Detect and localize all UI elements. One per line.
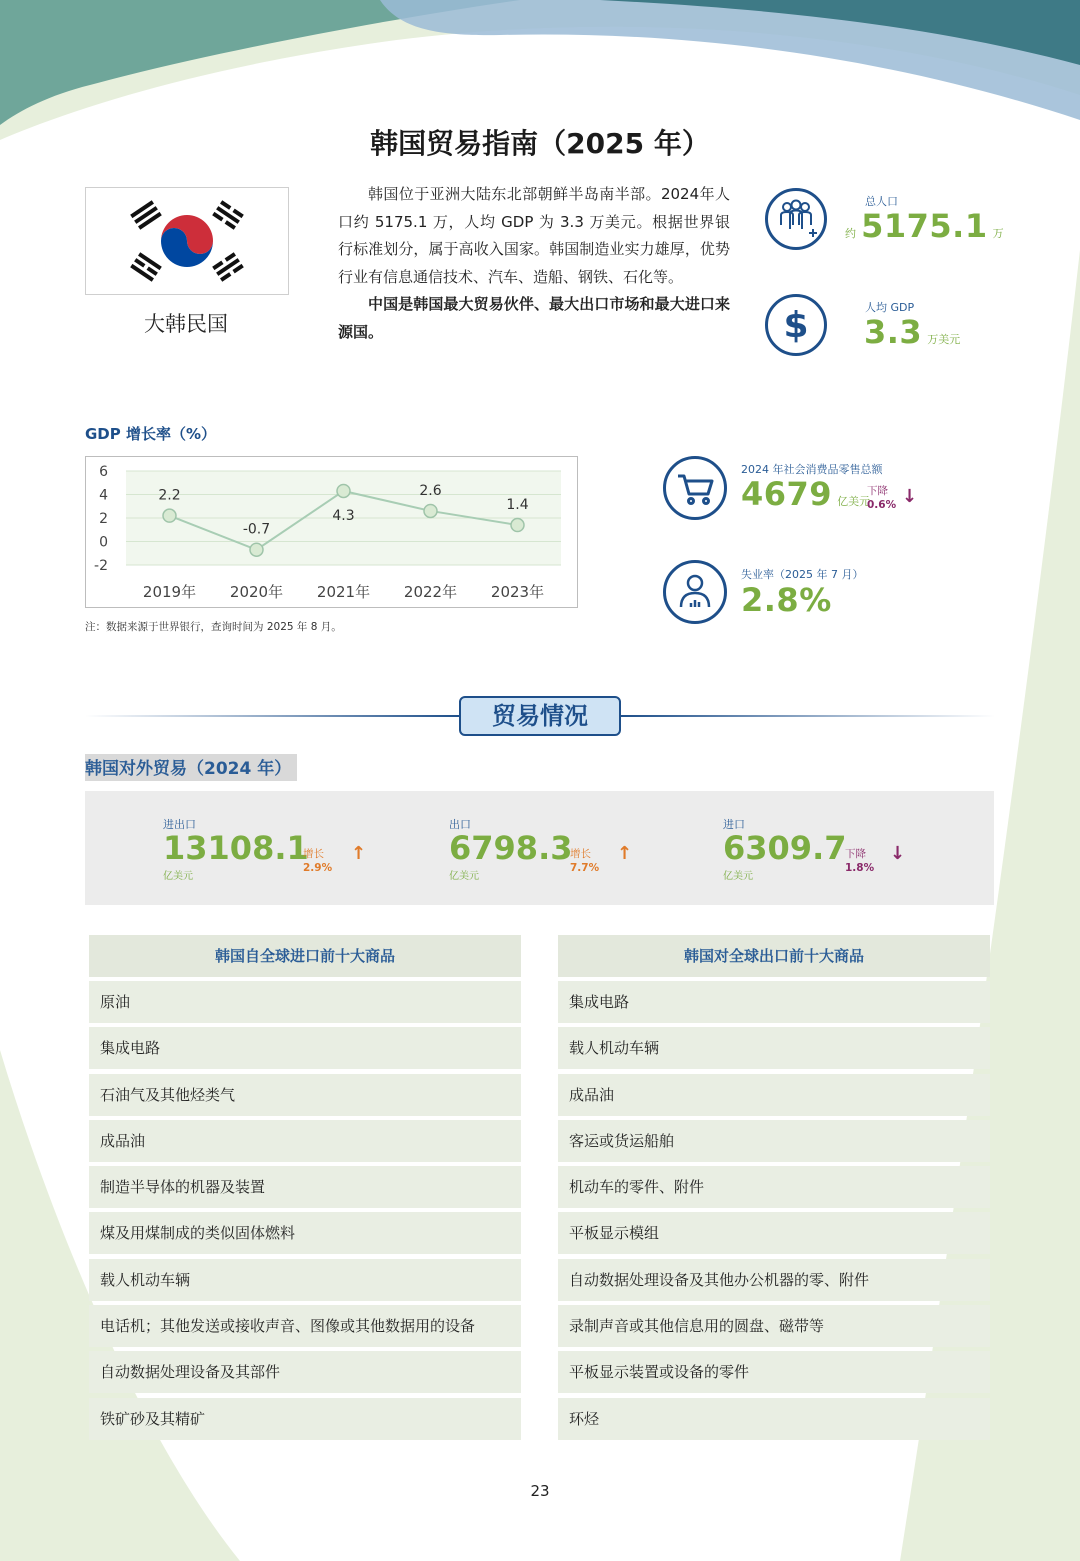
imports-table <box>89 935 521 1444</box>
flag-frame <box>85 187 289 295</box>
unemployment-value: 2.8% <box>741 581 832 619</box>
retail-change <box>867 484 896 512</box>
table-row: 电话机；其他发送或接收声音、图像或其他数据用的设备 <box>89 1305 521 1347</box>
page-title: 韩国贸易指南（2025 年） <box>370 127 710 160</box>
table-row: 自动数据处理设备及其部件 <box>89 1351 521 1393</box>
intro-paragraph: 韩国位于亚洲大陆东北部朝鲜半岛南半部。2024年人口约 5175.1 万，人均 GDP 为 3.3 万美元。根据世界银行标准划分，属于高收入国家。韩国制造业实力雄厚，优势行业有信息通信技术、汽车、造船、钢铁、石化等。 <box>338 185 730 286</box>
retail-label: 2024 年社会消费品零售总额 <box>741 463 883 476</box>
down-arrow-icon: ↓ <box>890 843 906 864</box>
data-label: 1.4 <box>506 497 529 514</box>
y-tick-label: 2 <box>99 511 108 527</box>
table-row: 载人机动车辆 <box>89 1259 521 1301</box>
trade-item-value: 6798.3 <box>449 829 573 867</box>
y-tick-label: 4 <box>99 487 108 504</box>
table-row: 石油气及其他烃类气 <box>89 1074 521 1116</box>
table-row: 集成电路 <box>89 1027 521 1069</box>
trade-item-label: 出口 <box>449 818 471 831</box>
trade-item-label: 进口 <box>723 818 745 831</box>
y-tick-label: 6 <box>99 464 108 480</box>
korea-flag-icon <box>86 188 288 294</box>
svg-text:$: $ <box>783 305 809 346</box>
table-row: 平板显示装置或设备的零件 <box>558 1351 990 1393</box>
trade-item-unit: 亿美元 <box>449 871 479 882</box>
table-row: 制造半导体的机器及装置 <box>89 1166 521 1208</box>
trade-section-banner: 贸易情况 <box>459 696 621 736</box>
retail-down-arrow-icon: ↓ <box>902 486 918 507</box>
trade-item-change-label: 下降 <box>845 848 866 860</box>
table-row: 成品油 <box>89 1120 521 1162</box>
x-tick-label: 2020年 <box>229 583 284 601</box>
page-number: 23 <box>530 1482 550 1500</box>
up-arrow-icon: ↑ <box>351 843 367 864</box>
x-tick-label: 2021年 <box>316 583 371 601</box>
intro-text <box>338 181 730 346</box>
x-tick-label: 2022年 <box>403 583 458 601</box>
population-prefix: 约 <box>845 227 856 240</box>
people-icon <box>765 188 827 250</box>
x-tick-label: 2019年 <box>142 583 197 601</box>
x-tick-label: 2023年 <box>490 583 545 601</box>
data-point <box>337 484 350 497</box>
trade-item-change-value: 1.8% <box>845 862 875 874</box>
trade-item-change-label: 增长 <box>570 848 591 860</box>
gdp-chart-label: GDP 增长率（%） <box>85 425 217 443</box>
data-point <box>511 519 524 532</box>
table-row: 成品油 <box>558 1074 990 1116</box>
trade-item-change <box>303 847 332 875</box>
gdp-per-capita-unit: 万美元 <box>927 333 961 346</box>
imports-table-header: 韩国自全球进口前十大商品 <box>89 935 521 977</box>
trade-item-unit: 亿美元 <box>163 871 193 882</box>
y-tick-label: -2 <box>94 558 108 574</box>
intro-bold-paragraph: 中国是韩国最大贸易伙伴、最大出口市场和最大进口来源国。 <box>338 295 730 341</box>
table-row: 机动车的零件、附件 <box>558 1166 990 1208</box>
retail-change-label: 下降 <box>867 485 888 497</box>
table-row: 原油 <box>89 981 521 1023</box>
data-point <box>424 504 437 517</box>
table-row: 环烃 <box>558 1398 990 1440</box>
trade-item-change <box>570 847 599 875</box>
y-tick-label: 0 <box>99 534 108 551</box>
trade-item-unit: 亿美元 <box>723 871 753 882</box>
dollar-icon <box>765 294 827 356</box>
gdp-per-capita-stat <box>864 313 960 351</box>
population-unit: 万 <box>992 227 1004 240</box>
trade-item-value: 6309.7 <box>723 829 847 867</box>
up-arrow-icon: ↑ <box>617 843 633 864</box>
table-row: 铁矿砂及其精矿 <box>89 1398 521 1440</box>
trade-item-change-value: 2.9% <box>303 862 333 874</box>
gdp-per-capita-value: 3.3 <box>864 313 923 351</box>
table-row: 煤及用煤制成的类似固体燃料 <box>89 1212 521 1254</box>
data-label: 4.3 <box>332 507 355 524</box>
retail-stat <box>741 475 870 513</box>
trade-item-label: 进出口 <box>163 818 196 831</box>
gdp-growth-chart <box>86 457 577 607</box>
retail-change-value: 0.6% <box>867 499 897 511</box>
table-row: 集成电路 <box>558 981 990 1023</box>
table-row: 自动数据处理设备及其他办公机器的零、附件 <box>558 1259 990 1301</box>
trade-item-value: 13108.1 <box>163 829 309 867</box>
data-point <box>250 543 263 556</box>
trade-item-change <box>845 847 874 875</box>
table-row: 平板显示模组 <box>558 1212 990 1254</box>
gdp-chart-frame <box>85 456 578 608</box>
worker-icon <box>663 560 727 624</box>
gdp-per-capita-label: 人均 GDP <box>865 301 915 314</box>
data-source-note: 注：数据来源于世界银行，查询时间为 2025 年 8 月。 <box>85 621 342 633</box>
cart-icon <box>663 456 727 520</box>
data-label: 2.6 <box>419 482 442 499</box>
exports-table <box>558 935 990 1444</box>
unemployment-label: 失业率（2025 年 7 月） <box>741 568 864 581</box>
country-name: 大韩民国 <box>144 312 228 336</box>
population-stat <box>845 207 1004 245</box>
population-label: 总人口 <box>865 195 898 208</box>
data-label: -0.7 <box>242 521 271 538</box>
table-row: 录制声音或其他信息用的圆盘、磁带等 <box>558 1305 990 1347</box>
retail-value: 4679 <box>741 475 833 513</box>
population-value: 5175.1 <box>861 207 988 245</box>
retail-unit: 亿美元 <box>837 495 871 508</box>
table-row: 客运或货运船舶 <box>558 1120 990 1162</box>
trade-title: 韩国对外贸易（2024 年） <box>85 754 297 781</box>
data-label: 2.2 <box>158 487 181 504</box>
exports-table-header: 韩国对全球出口前十大商品 <box>558 935 990 977</box>
data-point <box>163 509 176 522</box>
trade-item-change-value: 7.7% <box>570 862 600 874</box>
table-row: 载人机动车辆 <box>558 1027 990 1069</box>
trade-item-change-label: 增长 <box>303 848 324 860</box>
